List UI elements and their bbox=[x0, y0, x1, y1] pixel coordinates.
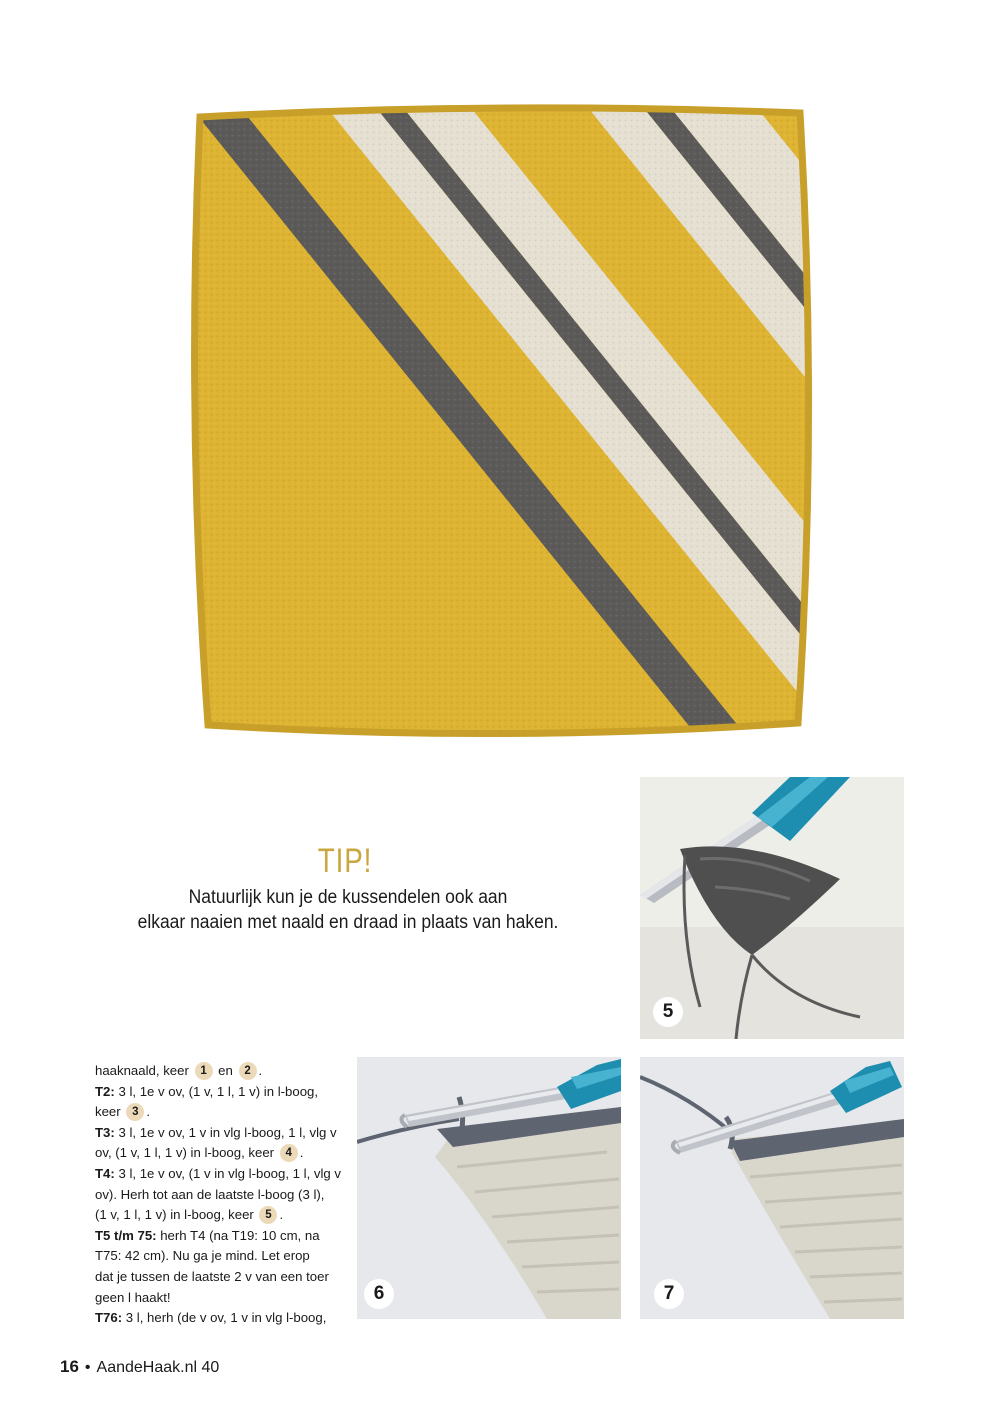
instruction-line: dat je tussen de laatste 2 v van een toer bbox=[95, 1268, 329, 1284]
tip-line-1: Natuurlijk kun je de kussendelen ook aan bbox=[188, 887, 508, 908]
page-number: 16 bbox=[60, 1357, 79, 1376]
instruction-line: T3: 3 l, 1e v ov, 1 v in vlg l-boog, 1 l, vlg v bbox=[95, 1124, 337, 1140]
tip-title: TIP! bbox=[317, 842, 373, 880]
instruction-line: T4: 3 l, 1e v ov, (1 v in vlg l-boog, 1 l, vlg v bbox=[95, 1165, 342, 1181]
step-photo-5 bbox=[640, 777, 904, 1039]
instruction-line: keer 3 . bbox=[95, 1104, 150, 1120]
step-ref-5: 5 bbox=[259, 1206, 277, 1224]
instruction-line: (1 v, 1 l, 1 v) in l-boog, keer 5 . bbox=[95, 1207, 284, 1223]
footer-separator: • bbox=[84, 1359, 91, 1376]
instruction-line: ov). Herh tot aan de laatste l-boog (3 l), bbox=[95, 1186, 325, 1202]
tip-line-2: elkaar naaien met naald en draad in plaats van haken. bbox=[137, 912, 559, 933]
instruction-line: ov, (1 v, 1 l, 1 v) in l-boog, keer 4 . bbox=[95, 1145, 304, 1161]
instruction-line: haaknaald, keer 1 en 2 . bbox=[95, 1063, 263, 1078]
pattern-instructions bbox=[95, 1061, 345, 1329]
instruction-line: T2: 3 l, 1e v ov, (1 v, 1 l, 1 v) in l-boog, bbox=[95, 1083, 319, 1099]
instruction-line: T76: 3 l, herh (de v ov, 1 v in vlg l-boog, bbox=[95, 1310, 327, 1326]
step-ref-1: 1 bbox=[195, 1062, 213, 1080]
step-photo-7 bbox=[640, 1057, 904, 1319]
instruction-line: T75: 42 cm). Nu ga je mind. Let erop bbox=[95, 1248, 310, 1264]
instruction-line: geen l haakt! bbox=[95, 1289, 171, 1305]
step-number-5: 5 bbox=[653, 997, 683, 1027]
step-photo-6 bbox=[357, 1057, 621, 1319]
step-ref-4: 4 bbox=[280, 1144, 298, 1162]
page-footer bbox=[60, 1357, 219, 1377]
instruction-line: T5 t/m 75: herh T4 (na T19: 10 cm, na bbox=[95, 1227, 320, 1243]
step-ref-2: 2 bbox=[239, 1062, 257, 1080]
tip-text bbox=[118, 885, 578, 935]
step-number-6: 6 bbox=[364, 1279, 394, 1309]
step-number-7: 7 bbox=[654, 1279, 684, 1309]
step-ref-3: 3 bbox=[126, 1103, 144, 1121]
striped-pillow-photo bbox=[180, 95, 820, 745]
publication-name: AandeHaak.nl 40 bbox=[96, 1359, 220, 1376]
